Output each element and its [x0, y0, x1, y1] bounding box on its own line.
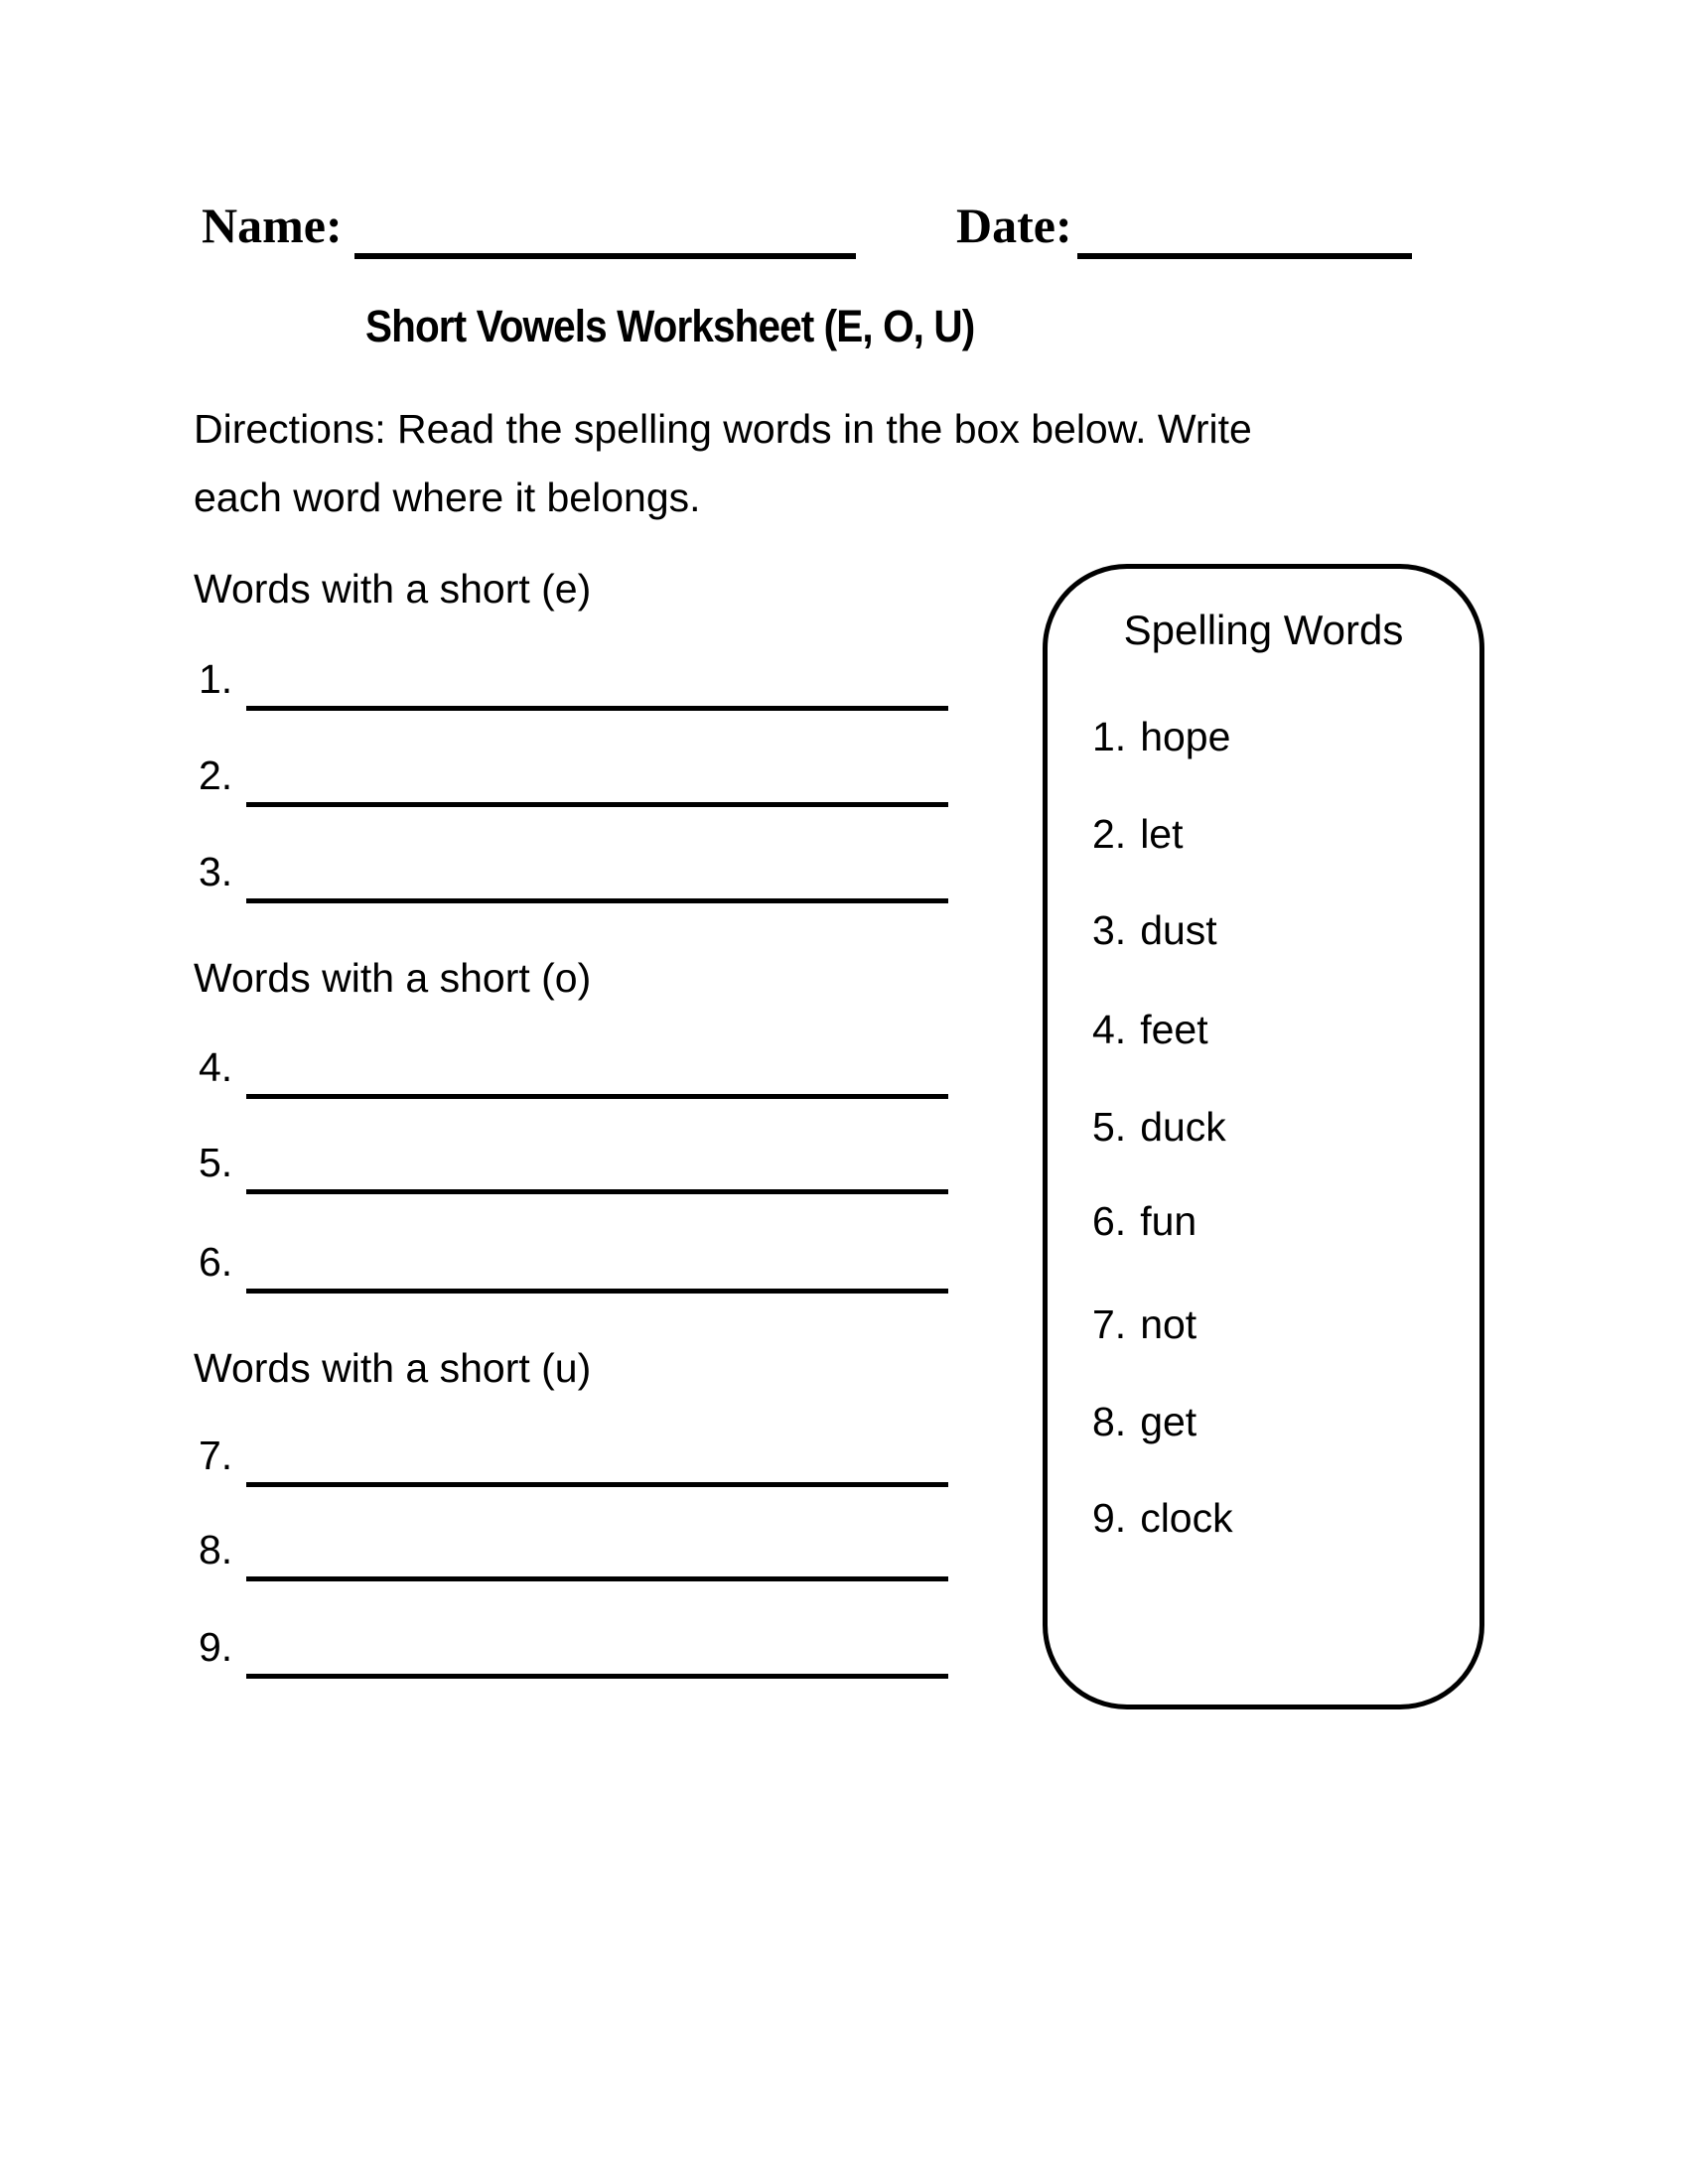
answer-row-2 [199, 751, 953, 809]
answer-blank-line-4[interactable] [246, 1094, 948, 1099]
answer-blank-line-2[interactable] [246, 802, 948, 807]
word-number-4: 4. [1092, 1007, 1127, 1052]
directions [194, 395, 1252, 532]
word-bank-item-6 [1092, 1197, 1196, 1245]
word-bank-item-3 [1092, 906, 1217, 954]
answer-blank-line-9[interactable] [246, 1674, 948, 1679]
page-title: Short Vowels Worksheet (E, O, U) [365, 301, 975, 351]
word-text-5: duck [1140, 1104, 1226, 1150]
blank-number-3: 3. [199, 849, 233, 894]
word-number-7: 7. [1092, 1301, 1127, 1347]
word-number-9: 9. [1092, 1495, 1127, 1541]
answer-blank-line-5[interactable] [246, 1189, 948, 1194]
directions-line-1: Directions: Read the spelling words in the box below. Write [194, 406, 1252, 452]
answer-blank-line-6[interactable] [246, 1289, 948, 1294]
answer-row-3 [199, 848, 953, 905]
blank-number-2: 2. [199, 752, 233, 798]
word-text-2: let [1140, 811, 1184, 857]
answer-blank-line-1[interactable] [246, 706, 948, 711]
name-label: Name: [202, 198, 343, 253]
word-bank-item-8 [1092, 1398, 1196, 1445]
word-text-6: fun [1140, 1198, 1197, 1244]
word-bank-title: Spelling Words [1123, 607, 1404, 653]
word-text-3: dust [1140, 907, 1217, 953]
blank-number-9: 9. [199, 1624, 233, 1670]
word-number-3: 3. [1092, 907, 1127, 953]
word-bank-item-2 [1092, 810, 1184, 858]
blank-number-7: 7. [199, 1433, 233, 1478]
word-text-9: clock [1140, 1495, 1233, 1541]
answer-blank-line-8[interactable] [246, 1576, 948, 1581]
section-heading-short-u: Words with a short (u) [194, 1345, 592, 1391]
word-text-1: hope [1140, 714, 1231, 759]
date-label: Date: [956, 198, 1072, 253]
word-number-8: 8. [1092, 1399, 1127, 1444]
blank-number-6: 6. [199, 1239, 233, 1285]
section-heading-short-e: Words with a short (e) [194, 566, 592, 612]
directions-line-2: each word where it belongs. [194, 475, 701, 520]
word-bank-item-4 [1092, 1006, 1208, 1053]
word-bank-box [1043, 564, 1484, 1709]
blank-number-8: 8. [199, 1527, 233, 1572]
word-number-6: 6. [1092, 1198, 1127, 1244]
word-number-5: 5. [1092, 1104, 1127, 1150]
blank-number-1: 1. [199, 656, 233, 702]
answer-row-7 [199, 1432, 953, 1489]
word-number-1: 1. [1092, 714, 1127, 759]
blank-number-5: 5. [199, 1140, 233, 1185]
answer-row-4 [199, 1043, 953, 1101]
answer-blank-line-3[interactable] [246, 898, 948, 903]
blank-number-4: 4. [199, 1044, 233, 1090]
word-number-2: 2. [1092, 811, 1127, 857]
date-blank-line[interactable] [1077, 253, 1412, 259]
word-bank-item-9 [1092, 1494, 1233, 1542]
answer-row-1 [199, 655, 953, 713]
answer-row-6 [199, 1238, 953, 1296]
word-text-8: get [1140, 1399, 1197, 1444]
word-text-7: not [1140, 1301, 1197, 1347]
answer-row-9 [199, 1623, 953, 1681]
word-bank-item-1 [1092, 713, 1230, 760]
answer-row-5 [199, 1139, 953, 1196]
word-bank-item-5 [1092, 1103, 1226, 1151]
section-heading-short-o: Words with a short (o) [194, 955, 592, 1001]
word-bank-item-7 [1092, 1300, 1196, 1348]
answer-row-8 [199, 1526, 953, 1583]
answer-blank-line-7[interactable] [246, 1482, 948, 1487]
name-blank-line[interactable] [354, 253, 856, 259]
word-text-4: feet [1140, 1007, 1208, 1052]
